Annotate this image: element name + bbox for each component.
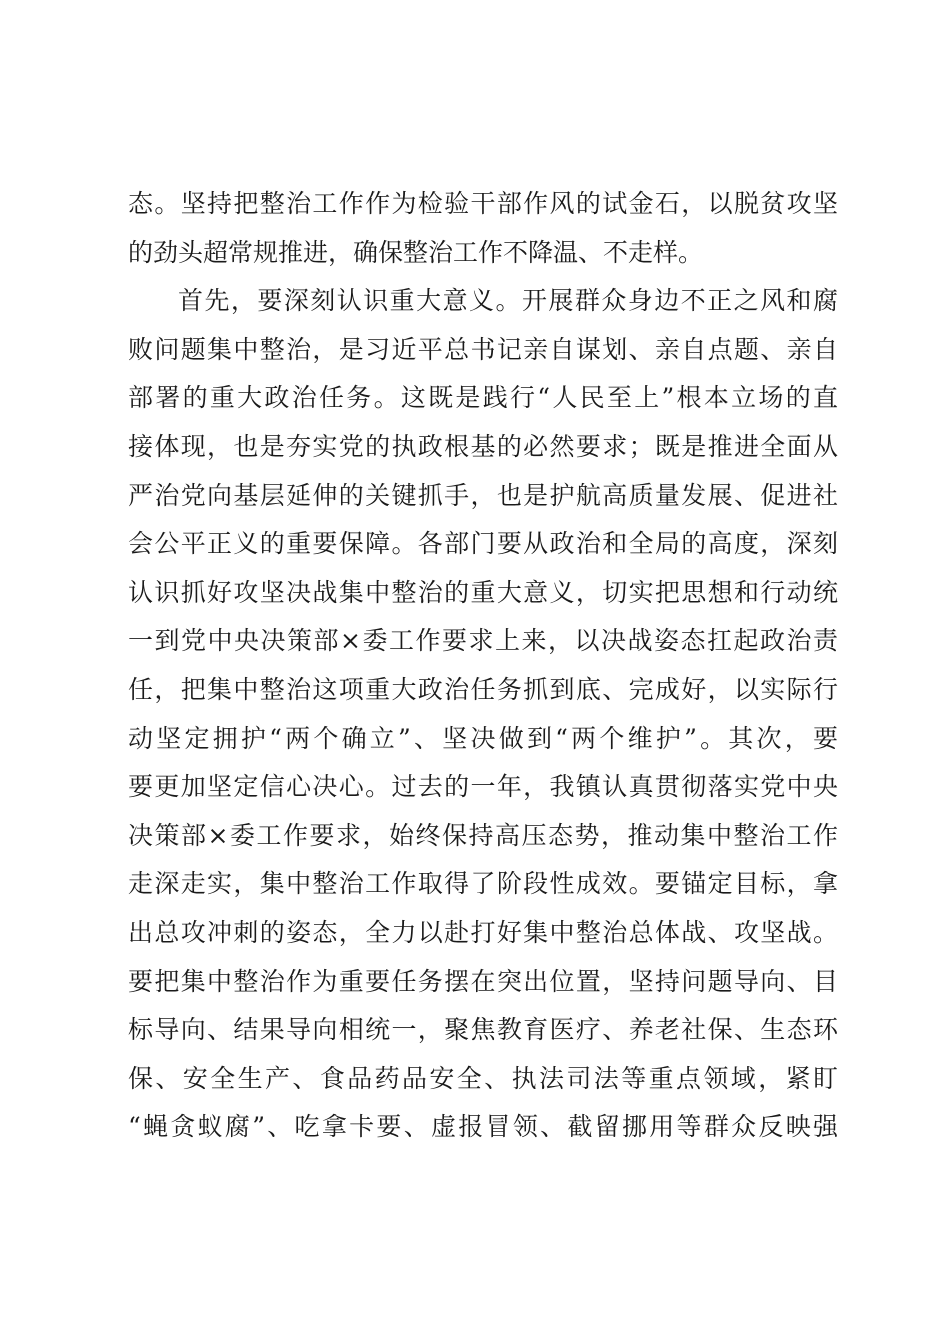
text-line: 态。坚持把整治工作作为检验干部作风的试金石，以脱贫攻坚 [128, 189, 838, 218]
body-text [128, 180, 838, 1152]
text-line: 认识抓好攻坚决战集中整治的重大意义，切实把思想和行动统 [128, 577, 838, 607]
text-line: 严治党向基层延伸的关键抓手，也是护航高质量发展、促进社 [128, 480, 838, 510]
text-line: 要更加坚定信心决心。过去的一年，我镇认真贯彻落实党中央 [128, 772, 838, 802]
text-line: 的劲头超常规推进，确保整治工作不降温、不走样。 [128, 237, 704, 267]
text-line: 决策部×委工作要求，始终保持高压态势，推动集中整治工作 [128, 820, 838, 850]
text-line: “蝇贪蚁腐”、吃拿卡要、虚报冒领、截留挪用等群众反映强 [128, 1112, 838, 1142]
paragraph-first-line: 首先，要深刻认识重大意义。开展群众身边不正之风和腐 [178, 286, 838, 316]
text-line: 会公平正义的重要保障。各部门要从政治和全局的高度，深刻 [128, 529, 838, 559]
text-line: 任，把集中整治这项重大政治任务抓到底、完成好，以实际行 [128, 674, 838, 704]
text-line: 保、安全生产、食品药品安全、执法司法等重点领域，紧盯 [128, 1063, 838, 1093]
text-line: 接体现，也是夯实党的执政根基的必然要求；既是推进全面从 [128, 431, 838, 461]
text-line: 走深走实，集中整治工作取得了阶段性成效。要锚定目标，拿 [128, 869, 838, 899]
text-line: 一到党中央决策部×委工作要求上来，以决战姿态扛起政治责 [128, 626, 838, 656]
text-line: 标导向、结果导向相统一，聚焦教育医疗、养老社保、生态环 [128, 1015, 838, 1045]
text-line: 要把集中整治作为重要任务摆在突出位置，坚持问题导向、目 [128, 966, 838, 996]
text-line: 出总攻冲刺的姿态，全力以赴打好集中整治总体战、攻坚战。 [128, 917, 838, 947]
text-line: 部署的重大政治任务。这既是践行“人民至上”根本立场的直 [128, 383, 838, 413]
text-line: 动坚定拥护“两个确立”、坚决做到“两个维护”。其次，要 [128, 723, 838, 753]
text-line: 败问题集中整治，是习近平总书记亲自谋划、亲自点题、亲自 [128, 334, 838, 364]
